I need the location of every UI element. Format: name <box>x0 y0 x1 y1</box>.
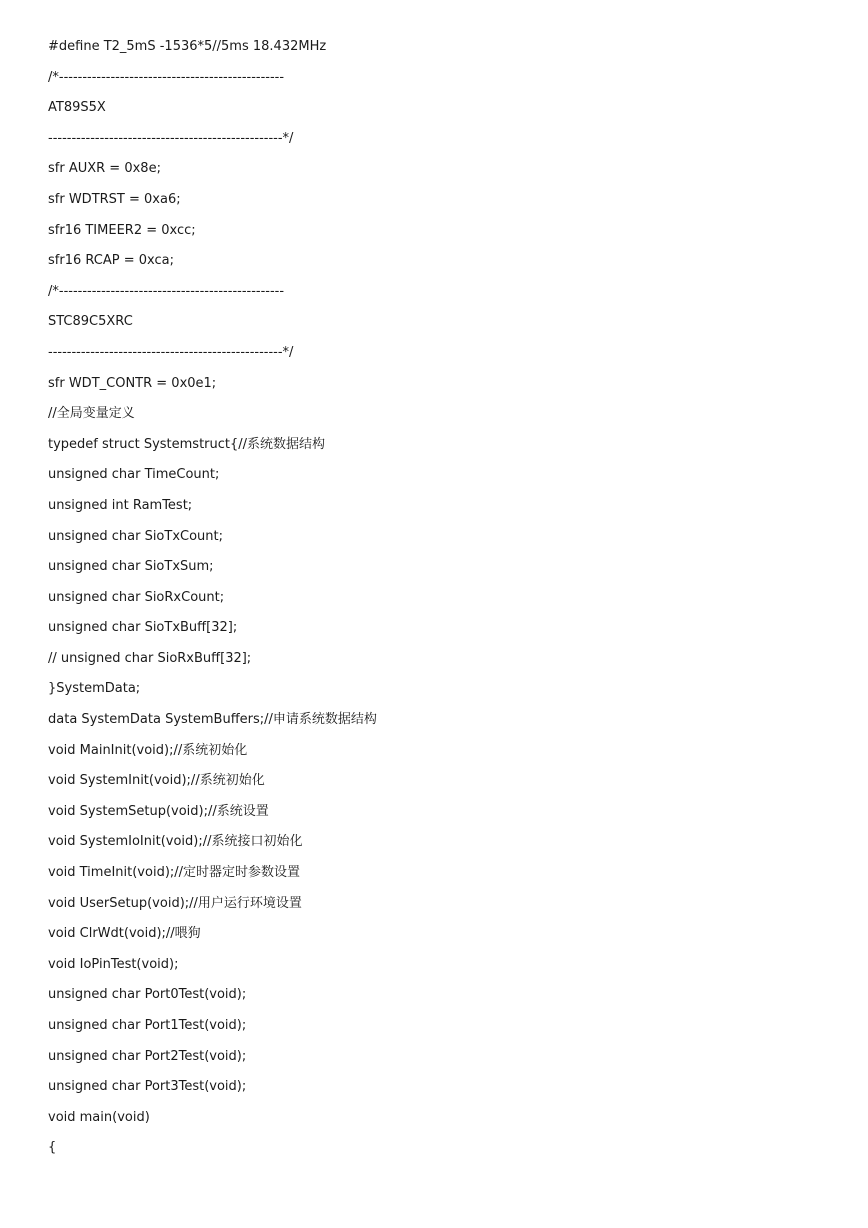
code-line: data SystemData SystemBuffers;//申请系统数据结构 <box>48 712 377 728</box>
code-line: //全局变量定义 <box>48 406 135 422</box>
code-line: unsigned char SioTxCount; <box>48 528 224 544</box>
code-line: sfr16 TIMEER2 = 0xcc; <box>48 222 196 238</box>
code-listing <box>48 36 844 1168</box>
code-line: unsigned char TimeCount; <box>48 467 220 483</box>
code-line: AT89S5X <box>48 100 106 116</box>
code-line: STC89C5XRC <box>48 314 133 330</box>
code-line: unsigned char SioTxBuff[32]; <box>48 620 238 636</box>
code-line: void TimeInit(void);//定时器定时参数设置 <box>48 865 301 881</box>
code-line: /*------------------------------------------------ <box>48 69 285 85</box>
code-line: --------------------------------------------------*/ <box>48 344 294 360</box>
code-line: unsigned char SioRxCount; <box>48 589 225 605</box>
code-line: void main(void) <box>48 1109 150 1125</box>
code-line: #define T2_5mS -1536*5//5ms 18.432MHz <box>48 39 327 54</box>
code-line: void SystemInit(void);//系统初始化 <box>48 773 265 789</box>
code-line: sfr16 RCAP = 0xca; <box>48 253 174 269</box>
code-line: unsigned char SioTxSum; <box>48 559 214 575</box>
code-line: sfr WDTRST = 0xa6; <box>48 191 181 207</box>
code-line: unsigned char Port0Test(void); <box>48 987 247 1003</box>
code-line: unsigned char Port1Test(void); <box>48 1018 247 1033</box>
code-line: void UserSetup(void);//用户运行环境设置 <box>48 895 302 911</box>
code-line: void MainInit(void);//系统初始化 <box>48 742 248 758</box>
code-line: unsigned int RamTest; <box>48 497 193 513</box>
code-line: void ClrWdt(void);//喂狗 <box>48 926 201 942</box>
code-line: void IoPinTest(void); <box>48 956 179 972</box>
code-line: void SystemSetup(void);//系统设置 <box>48 803 269 819</box>
code-line: }SystemData; <box>48 681 141 697</box>
code-line: void SystemIoInit(void);//系统接口初始化 <box>48 834 303 850</box>
code-line: typedef struct Systemstruct{//系统数据结构 <box>48 436 326 452</box>
code-line: sfr AUXR = 0x8e; <box>48 161 161 177</box>
code-line: sfr WDT_CONTR = 0x0e1; <box>48 375 217 391</box>
code-line: // unsigned char SioRxBuff[32]; <box>48 650 252 666</box>
code-line: { <box>48 1140 57 1156</box>
code-line: unsigned char Port2Test(void); <box>48 1048 247 1064</box>
code-line: --------------------------------------------------*/ <box>48 130 294 146</box>
code-line: unsigned char Port3Test(void); <box>48 1079 247 1095</box>
code-line: /*------------------------------------------------ <box>48 283 285 299</box>
